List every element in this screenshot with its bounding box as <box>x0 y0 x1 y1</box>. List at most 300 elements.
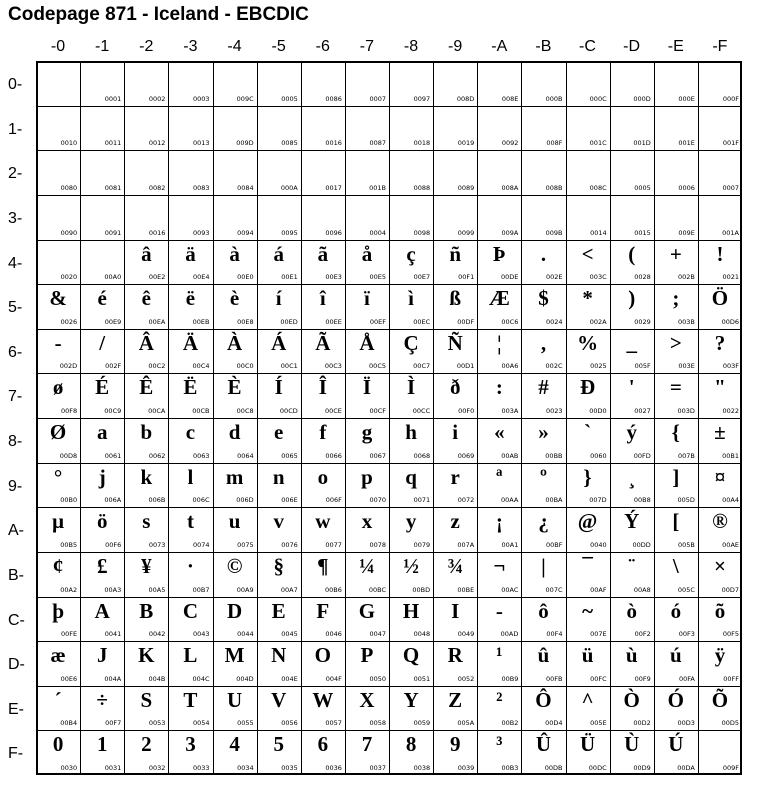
cell-unicode-code: 006A <box>104 496 122 505</box>
cell-unicode-code: 00AC <box>501 585 519 594</box>
cell-unicode-code: 0041 <box>104 630 122 639</box>
cell-unicode-code: 00E3 <box>325 273 342 282</box>
cell-glyph: > <box>669 330 682 355</box>
code-cell <box>301 463 345 508</box>
code-cell <box>124 329 168 374</box>
cell-glyph: Á <box>271 330 287 355</box>
cell-glyph: ã <box>317 241 329 266</box>
cell-unicode-code: 009A <box>501 228 519 237</box>
cell-glyph: e <box>274 420 284 444</box>
cell-unicode-code: 000D <box>633 94 651 103</box>
cell-glyph: r <box>450 464 460 489</box>
cell-glyph: ü <box>581 643 594 668</box>
cell-unicode-code: 0025 <box>590 362 607 371</box>
code-cell <box>168 329 212 374</box>
code-cell <box>433 507 477 552</box>
code-cell <box>610 597 654 642</box>
code-cell <box>433 329 477 374</box>
row-header: 2- <box>8 165 23 183</box>
cell-glyph: C <box>182 598 199 623</box>
code-cell <box>698 463 742 508</box>
cell-glyph: Y <box>403 687 419 712</box>
cell-unicode-code: 00F0 <box>458 407 475 415</box>
code-cell <box>698 195 742 240</box>
cell-unicode-code: 009F <box>722 764 739 772</box>
code-cell <box>345 641 389 686</box>
cell-unicode-code: 0084 <box>237 183 254 192</box>
code-cell <box>389 507 433 552</box>
cell-glyph: 9 <box>449 732 461 757</box>
code-cell <box>36 284 80 329</box>
cell-glyph: t <box>186 509 194 534</box>
cell-glyph: Đ <box>579 375 596 400</box>
code-cell <box>168 418 212 463</box>
cell-unicode-code: 0059 <box>413 719 431 728</box>
cell-glyph: ¹ <box>496 643 503 668</box>
cell-unicode-code: 00DA <box>677 764 695 772</box>
code-cell <box>389 463 433 508</box>
cell-unicode-code: 00F9 <box>634 674 651 683</box>
code-cell <box>433 686 477 731</box>
cell-glyph: d <box>228 420 241 444</box>
cell-unicode-code: 00D5 <box>721 719 739 728</box>
code-cell <box>168 552 212 597</box>
code-cell <box>389 641 433 686</box>
cell-glyph: 0 <box>52 732 64 757</box>
cell-unicode-code: 00A9 <box>236 585 254 594</box>
code-cell <box>477 730 521 775</box>
cell-unicode-code: 008A <box>501 183 519 192</box>
cell-glyph: í <box>275 286 282 311</box>
cell-glyph: ¨ <box>628 553 636 578</box>
code-cell <box>477 150 521 195</box>
cell-unicode-code: 00D1 <box>456 362 475 371</box>
code-cell <box>80 507 124 552</box>
code-cell <box>213 418 257 463</box>
cell-glyph: ! <box>716 241 724 266</box>
code-cell <box>124 284 168 329</box>
code-cell <box>257 552 301 597</box>
cell-glyph: ñ <box>449 241 462 266</box>
cell-unicode-code: 0031 <box>104 764 122 772</box>
code-cell <box>36 507 80 552</box>
cell-unicode-code: 00FA <box>679 674 695 683</box>
cell-glyph: ò <box>626 598 637 623</box>
code-cell <box>610 507 654 552</box>
cell-unicode-code: 004A <box>104 674 122 683</box>
cell-glyph: È <box>227 375 242 400</box>
cell-glyph: _ <box>626 330 637 355</box>
cell-glyph: Ô <box>535 687 552 712</box>
code-cell <box>301 641 345 686</box>
cell-glyph: f <box>319 420 327 444</box>
code-cell <box>610 641 654 686</box>
code-cell <box>654 730 698 775</box>
cell-glyph: ¥ <box>141 553 152 578</box>
cell-unicode-code: 00B3 <box>501 764 519 772</box>
cell-glyph: Ý <box>624 509 640 534</box>
code-cell <box>610 463 654 508</box>
cell-unicode-code: 00A4 <box>722 496 739 505</box>
cell-glyph: å <box>361 241 373 266</box>
cell-unicode-code: 00CD <box>279 407 298 415</box>
cell-glyph: g <box>361 420 373 444</box>
cell-unicode-code: 006C <box>192 496 210 505</box>
code-cell <box>477 284 521 329</box>
cell-glyph: " <box>714 375 726 400</box>
code-cell <box>301 507 345 552</box>
cell-glyph: ÷ <box>96 687 108 712</box>
cell-unicode-code: 00F1 <box>458 273 475 282</box>
cell-unicode-code: 00CA <box>148 407 166 415</box>
code-cell <box>213 641 257 686</box>
code-cell <box>80 597 124 642</box>
cell-unicode-code: 007D <box>589 496 607 505</box>
cell-unicode-code: 0028 <box>634 273 651 282</box>
cell-glyph: 7 <box>361 732 373 757</box>
column-header: -4 <box>227 38 242 55</box>
cell-unicode-code: 00E0 <box>237 273 254 282</box>
cell-unicode-code: 00AA <box>501 496 519 505</box>
cell-unicode-code: 0077 <box>325 540 342 549</box>
code-cell <box>345 463 389 508</box>
cell-unicode-code: 0087 <box>369 139 386 148</box>
row-header: A- <box>8 522 24 540</box>
code-cell <box>566 373 610 418</box>
code-cell <box>257 373 301 418</box>
code-cell <box>477 552 521 597</box>
cell-unicode-code: 0053 <box>148 719 166 728</box>
code-cell <box>168 150 212 195</box>
cell-unicode-code: 00CE <box>324 407 342 415</box>
cell-glyph: × <box>713 553 726 578</box>
cell-unicode-code: 00D4 <box>545 719 563 728</box>
code-cell <box>124 597 168 642</box>
cell-glyph: ê <box>141 286 151 311</box>
cell-glyph: Ç <box>403 330 419 355</box>
cell-unicode-code: 0098 <box>413 228 431 237</box>
code-cell <box>654 641 698 686</box>
cell-unicode-code: 0069 <box>457 451 475 460</box>
cell-unicode-code: 001B <box>369 183 386 192</box>
cell-unicode-code: 002D <box>59 362 78 371</box>
cell-glyph: Ï <box>362 375 372 400</box>
cell-unicode-code: 008B <box>545 183 563 192</box>
cell-glyph: à <box>229 241 240 266</box>
code-cell <box>80 150 124 195</box>
cell-unicode-code: 00B2 <box>501 719 519 728</box>
code-cell <box>36 552 80 597</box>
code-cell <box>124 195 168 240</box>
cell-glyph: q <box>405 464 417 489</box>
cell-unicode-code: 0080 <box>60 183 78 192</box>
code-cell <box>345 284 389 329</box>
code-cell <box>698 284 742 329</box>
cell-glyph: { <box>671 420 680 444</box>
cell-glyph: o <box>317 464 329 489</box>
code-cell <box>213 150 257 195</box>
code-cell <box>389 284 433 329</box>
cell-unicode-code: 004F <box>325 674 342 683</box>
column-header: -9 <box>448 38 463 55</box>
cell-glyph: S <box>140 687 153 712</box>
cell-glyph: è <box>229 286 240 311</box>
code-cell <box>433 61 477 106</box>
code-cell <box>168 106 212 151</box>
cell-unicode-code: 0083 <box>192 183 210 192</box>
code-cell <box>654 373 698 418</box>
cell-unicode-code: 0046 <box>325 630 342 639</box>
cell-unicode-code: 00A6 <box>501 362 519 371</box>
code-cell <box>566 240 610 285</box>
cell-glyph: 8 <box>405 732 417 757</box>
cell-unicode-code: 0078 <box>369 540 386 549</box>
cell-unicode-code: 00E4 <box>192 273 210 282</box>
code-cell <box>168 597 212 642</box>
code-cell <box>566 686 610 731</box>
cell-unicode-code: 0038 <box>413 764 431 772</box>
cell-glyph: ' <box>628 375 635 400</box>
code-cell <box>345 730 389 775</box>
column-header: -7 <box>359 38 374 55</box>
code-cell <box>345 106 389 151</box>
code-cell <box>389 686 433 731</box>
cell-glyph: $ <box>538 286 549 311</box>
cell-glyph: æ <box>50 643 66 668</box>
code-cell <box>433 240 477 285</box>
cell-unicode-code: 00DC <box>588 764 607 772</box>
cell-glyph: m <box>225 464 244 489</box>
cell-unicode-code: 001F <box>722 139 739 148</box>
code-cell <box>566 106 610 151</box>
cell-glyph: ° <box>53 464 63 489</box>
cell-unicode-code: 0061 <box>104 451 122 460</box>
code-cell <box>654 597 698 642</box>
column-header: -8 <box>403 38 419 55</box>
code-cell <box>257 463 301 508</box>
code-cell <box>257 61 301 106</box>
code-cell <box>566 195 610 240</box>
cell-unicode-code: 0039 <box>457 764 475 772</box>
code-cell <box>36 329 80 374</box>
cell-glyph: ÿ <box>714 643 726 668</box>
cell-unicode-code: 005C <box>677 585 695 594</box>
code-cell <box>301 552 345 597</box>
cell-glyph: É <box>95 375 110 400</box>
code-cell <box>698 507 742 552</box>
cell-unicode-code: 00AB <box>501 451 519 460</box>
cell-glyph: Þ <box>492 241 506 266</box>
cell-glyph: P <box>360 643 374 668</box>
cell-unicode-code: 00E2 <box>148 273 166 282</box>
cell-unicode-code: 00EA <box>148 317 166 326</box>
cell-unicode-code: 00DB <box>544 764 563 772</box>
code-cell <box>698 329 742 374</box>
code-cell <box>257 641 301 686</box>
code-cell <box>301 597 345 642</box>
cell-glyph: V <box>271 687 287 712</box>
cell-glyph: M <box>224 643 245 668</box>
code-cell <box>433 641 477 686</box>
cell-glyph: u <box>228 509 241 534</box>
code-cell <box>345 240 389 285</box>
cell-glyph: x <box>361 509 373 534</box>
cell-unicode-code: 00E6 <box>60 674 78 683</box>
code-cell <box>433 195 477 240</box>
code-cell <box>36 240 80 285</box>
cell-unicode-code: 005B <box>678 540 695 549</box>
cell-glyph: µ <box>52 509 65 534</box>
cell-glyph: ³ <box>496 732 503 757</box>
cell-glyph: ¸ <box>628 464 636 489</box>
cell-glyph: , <box>540 330 547 355</box>
code-cell <box>654 507 698 552</box>
code-cell <box>389 240 433 285</box>
cell-unicode-code: 0081 <box>104 183 122 192</box>
cell-glyph: ä <box>185 241 196 266</box>
cell-unicode-code: 002F <box>105 362 122 371</box>
code-cell <box>521 730 565 775</box>
cell-glyph: y <box>405 509 417 534</box>
cell-glyph: ] <box>672 464 680 489</box>
code-cell <box>345 373 389 418</box>
code-cell <box>521 463 565 508</box>
code-cell <box>80 641 124 686</box>
cell-glyph: ì <box>408 286 414 311</box>
code-cell <box>124 150 168 195</box>
code-cell <box>433 373 477 418</box>
page-title: Codepage 871 - Iceland - EBCDIC <box>8 4 309 25</box>
cell-glyph: á <box>273 241 284 266</box>
cell-glyph: ¤ <box>714 464 726 489</box>
cell-glyph: Õ <box>711 687 729 712</box>
cell-unicode-code: 00C7 <box>413 362 431 371</box>
cell-glyph: Æ <box>488 286 510 311</box>
code-cell <box>566 597 610 642</box>
cell-unicode-code: 0051 <box>413 674 431 683</box>
code-cell <box>477 329 521 374</box>
cell-unicode-code: 0085 <box>281 139 298 148</box>
column-header: -E <box>667 38 684 55</box>
code-cell <box>654 418 698 463</box>
code-cell <box>80 329 124 374</box>
code-cell <box>433 463 477 508</box>
cell-unicode-code: 0033 <box>192 764 210 772</box>
cell-glyph: \ <box>672 553 679 578</box>
code-cell <box>521 329 565 374</box>
cell-unicode-code: 0060 <box>590 451 607 460</box>
code-cell <box>36 641 80 686</box>
cell-glyph: j <box>98 464 106 489</box>
cell-unicode-code: 006E <box>281 496 298 505</box>
code-cell <box>477 61 521 106</box>
column-header: -3 <box>183 38 198 55</box>
code-cell <box>698 106 742 151</box>
row-header: B- <box>8 566 24 584</box>
code-cell <box>80 240 124 285</box>
cell-glyph: ý <box>626 420 637 444</box>
cell-glyph: Ì <box>406 375 416 400</box>
cell-glyph: ~ <box>582 598 594 623</box>
code-cell <box>566 418 610 463</box>
cell-unicode-code: 00DF <box>457 317 475 326</box>
code-cell <box>654 61 698 106</box>
code-cell <box>345 150 389 195</box>
cell-unicode-code: 00CB <box>192 407 210 415</box>
cell-unicode-code: 0012 <box>148 139 166 148</box>
code-cell <box>345 418 389 463</box>
code-cell <box>566 730 610 775</box>
cell-glyph: « <box>494 420 505 444</box>
cell-glyph: A <box>94 598 110 623</box>
cell-unicode-code: 00B5 <box>60 540 78 549</box>
cell-unicode-code: 0040 <box>590 540 607 549</box>
cell-glyph: ) <box>628 286 636 311</box>
cell-glyph: k <box>140 464 153 489</box>
code-cell <box>654 463 698 508</box>
cell-unicode-code: 0030 <box>60 764 78 772</box>
cell-glyph: û <box>537 643 550 668</box>
cell-glyph: J <box>96 643 108 668</box>
code-cell <box>610 730 654 775</box>
cell-unicode-code: 0063 <box>192 451 210 460</box>
code-cell <box>301 284 345 329</box>
cell-glyph: ð <box>449 375 461 400</box>
code-cell <box>566 61 610 106</box>
column-header: -1 <box>95 38 110 55</box>
column-header: -A <box>491 38 508 55</box>
cell-glyph: ? <box>714 330 726 355</box>
cell-unicode-code: 007A <box>457 540 475 549</box>
cell-unicode-code: 0043 <box>192 630 210 639</box>
code-cell <box>433 552 477 597</box>
cell-unicode-code: 0048 <box>413 630 431 639</box>
cell-glyph: õ <box>714 598 726 623</box>
cell-glyph: w <box>315 509 331 534</box>
code-cell <box>124 730 168 775</box>
cell-glyph: ½ <box>403 553 419 578</box>
row-header: 5- <box>8 299 23 317</box>
cell-unicode-code: 002E <box>545 273 563 282</box>
cell-unicode-code: 005E <box>590 719 607 728</box>
cell-unicode-code: 0013 <box>192 139 210 148</box>
cell-unicode-code: 00A7 <box>280 585 298 594</box>
cell-unicode-code: 0095 <box>281 228 298 237</box>
cell-glyph: Í <box>274 375 283 400</box>
code-cell <box>345 686 389 731</box>
row-header: 6- <box>8 343 23 361</box>
cell-unicode-code: 00B7 <box>192 585 210 594</box>
cell-glyph: 6 <box>317 732 329 757</box>
cell-glyph: : <box>495 375 503 400</box>
cell-glyph: â <box>141 241 152 266</box>
code-cell <box>213 463 257 508</box>
code-cell <box>521 597 565 642</box>
code-cell <box>80 284 124 329</box>
cell-unicode-code: 00AE <box>722 540 739 549</box>
code-cell <box>654 240 698 285</box>
code-cell <box>654 106 698 151</box>
code-cell <box>301 240 345 285</box>
code-cell <box>477 418 521 463</box>
cell-unicode-code: 0057 <box>325 719 342 728</box>
code-cell <box>80 463 124 508</box>
cell-unicode-code: 00A0 <box>104 273 122 282</box>
cell-unicode-code: 009D <box>236 139 254 148</box>
cell-unicode-code: 0097 <box>413 94 431 103</box>
cell-unicode-code: 0079 <box>413 540 431 549</box>
cell-unicode-code: 001C <box>589 139 607 148</box>
